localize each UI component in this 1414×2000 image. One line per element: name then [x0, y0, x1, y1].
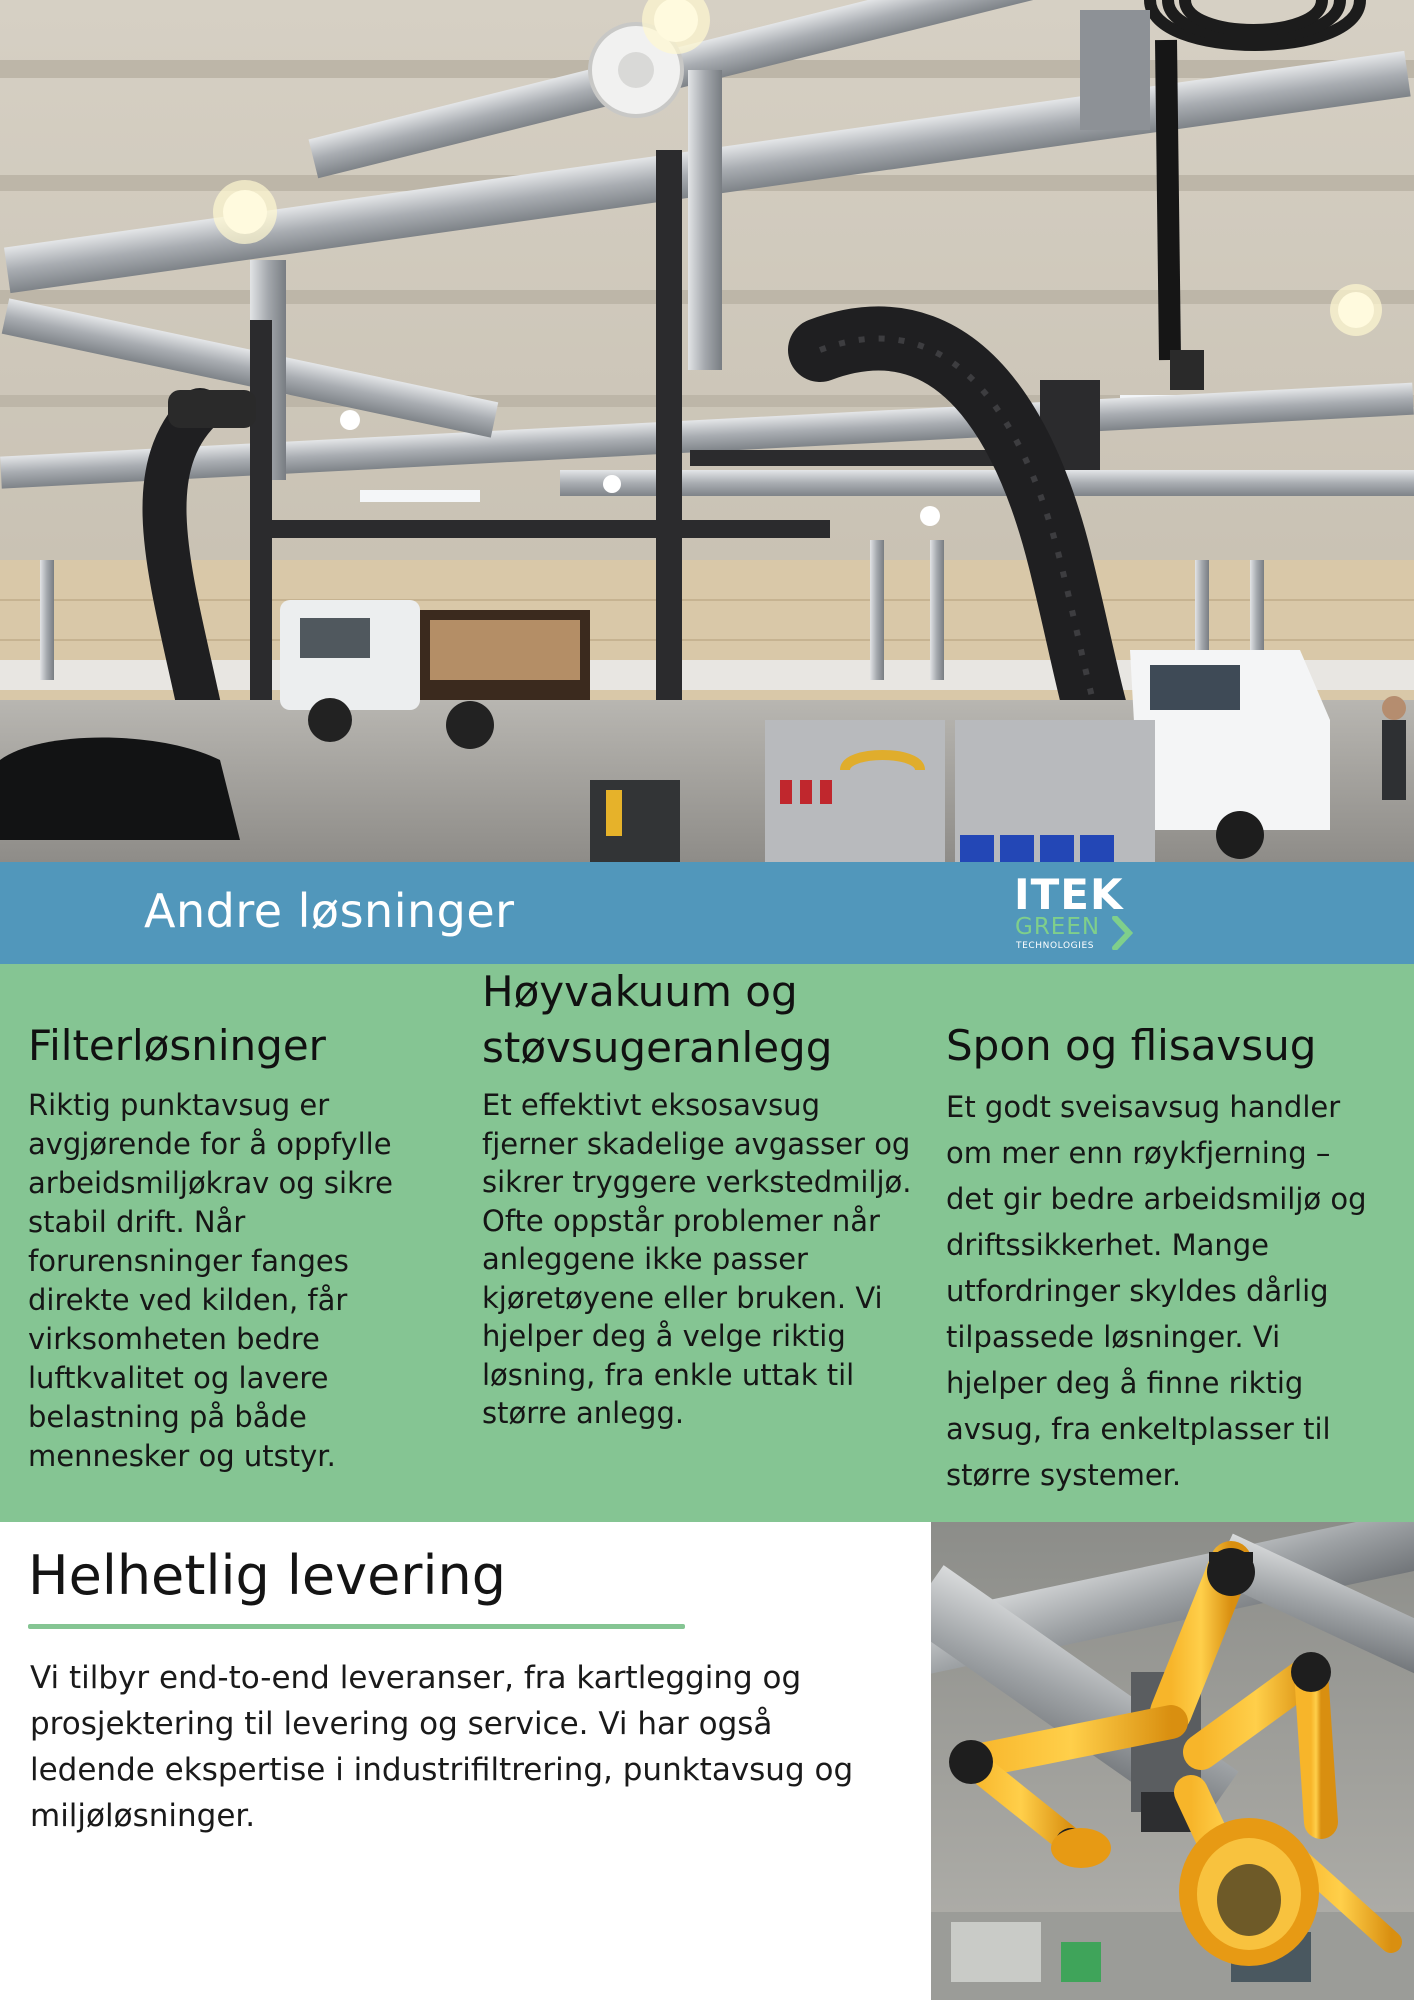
logo-primary-text: ITEK [1014, 870, 1124, 919]
solution-column-filter [28, 1018, 448, 1476]
extraction-arms-illustration [931, 1522, 1414, 2000]
column-body: Et godt sveisavsug handler om mer enn røykfjerning – det gir bedre arbeidsmiljø og driftssikkerhet. Mange utfordringer skyldes dårlig tilpassede løsninger. Vi hjelper deg å finne riktig avsug, fra enkeltplasser til større systemer. [946, 1090, 1367, 1492]
section-banner [0, 862, 1414, 964]
extraction-arms-photo [931, 1522, 1414, 2000]
column-body: Et effektivt eksosavsug fjerner skadelige avgasser og sikrer tryggere verkstedmiljø. Ofte oppstår problemer når anleggene ikke passer kjøretøyene eller bruken. Vi hjelper deg å velge riktig løsning, fra enkle uttak til større anlegg. [482, 1088, 912, 1430]
logo-secondary-text: GREEN [1015, 914, 1101, 940]
solution-column-vacuum [482, 964, 912, 1433]
title-underline-divider [28, 1624, 685, 1629]
column-body: Riktig punktavsug er avgjørende for å oppfylle arbeidsmiljøkrav og sikre stabil drift. Når forurensninger fanges direkte ved kilden, får virksomheten bedre luftkvalitet og lavere belastning på både mennesker og utstyr. [28, 1088, 394, 1473]
column-heading: Spon og flisavsug [946, 1021, 1317, 1070]
solution-column-chips [946, 1018, 1386, 1498]
column-heading: Filterløsninger [28, 1021, 326, 1070]
solutions-section [0, 964, 1414, 1522]
banner-title: Andre løsninger [144, 884, 515, 938]
workshop-illustration [0, 0, 1414, 862]
chevron-right-icon [1112, 916, 1134, 950]
column-heading: Høyvakuum og støvsugeranlegg [482, 967, 833, 1072]
delivery-body: Vi tilbyr end-to-end leveranser, fra kartlegging og prosjektering til levering og service. Vi har også ledende ekspertise i industrifiltrering, punktavsug og miljøløsninger. [30, 1660, 854, 1834]
itek-logo [1012, 870, 1152, 958]
logo-tertiary-text: TECHNOLOGIES [1016, 941, 1095, 951]
hero-workshop-photo [0, 0, 1414, 862]
delivery-title: Helhetlig levering [28, 1544, 507, 1607]
